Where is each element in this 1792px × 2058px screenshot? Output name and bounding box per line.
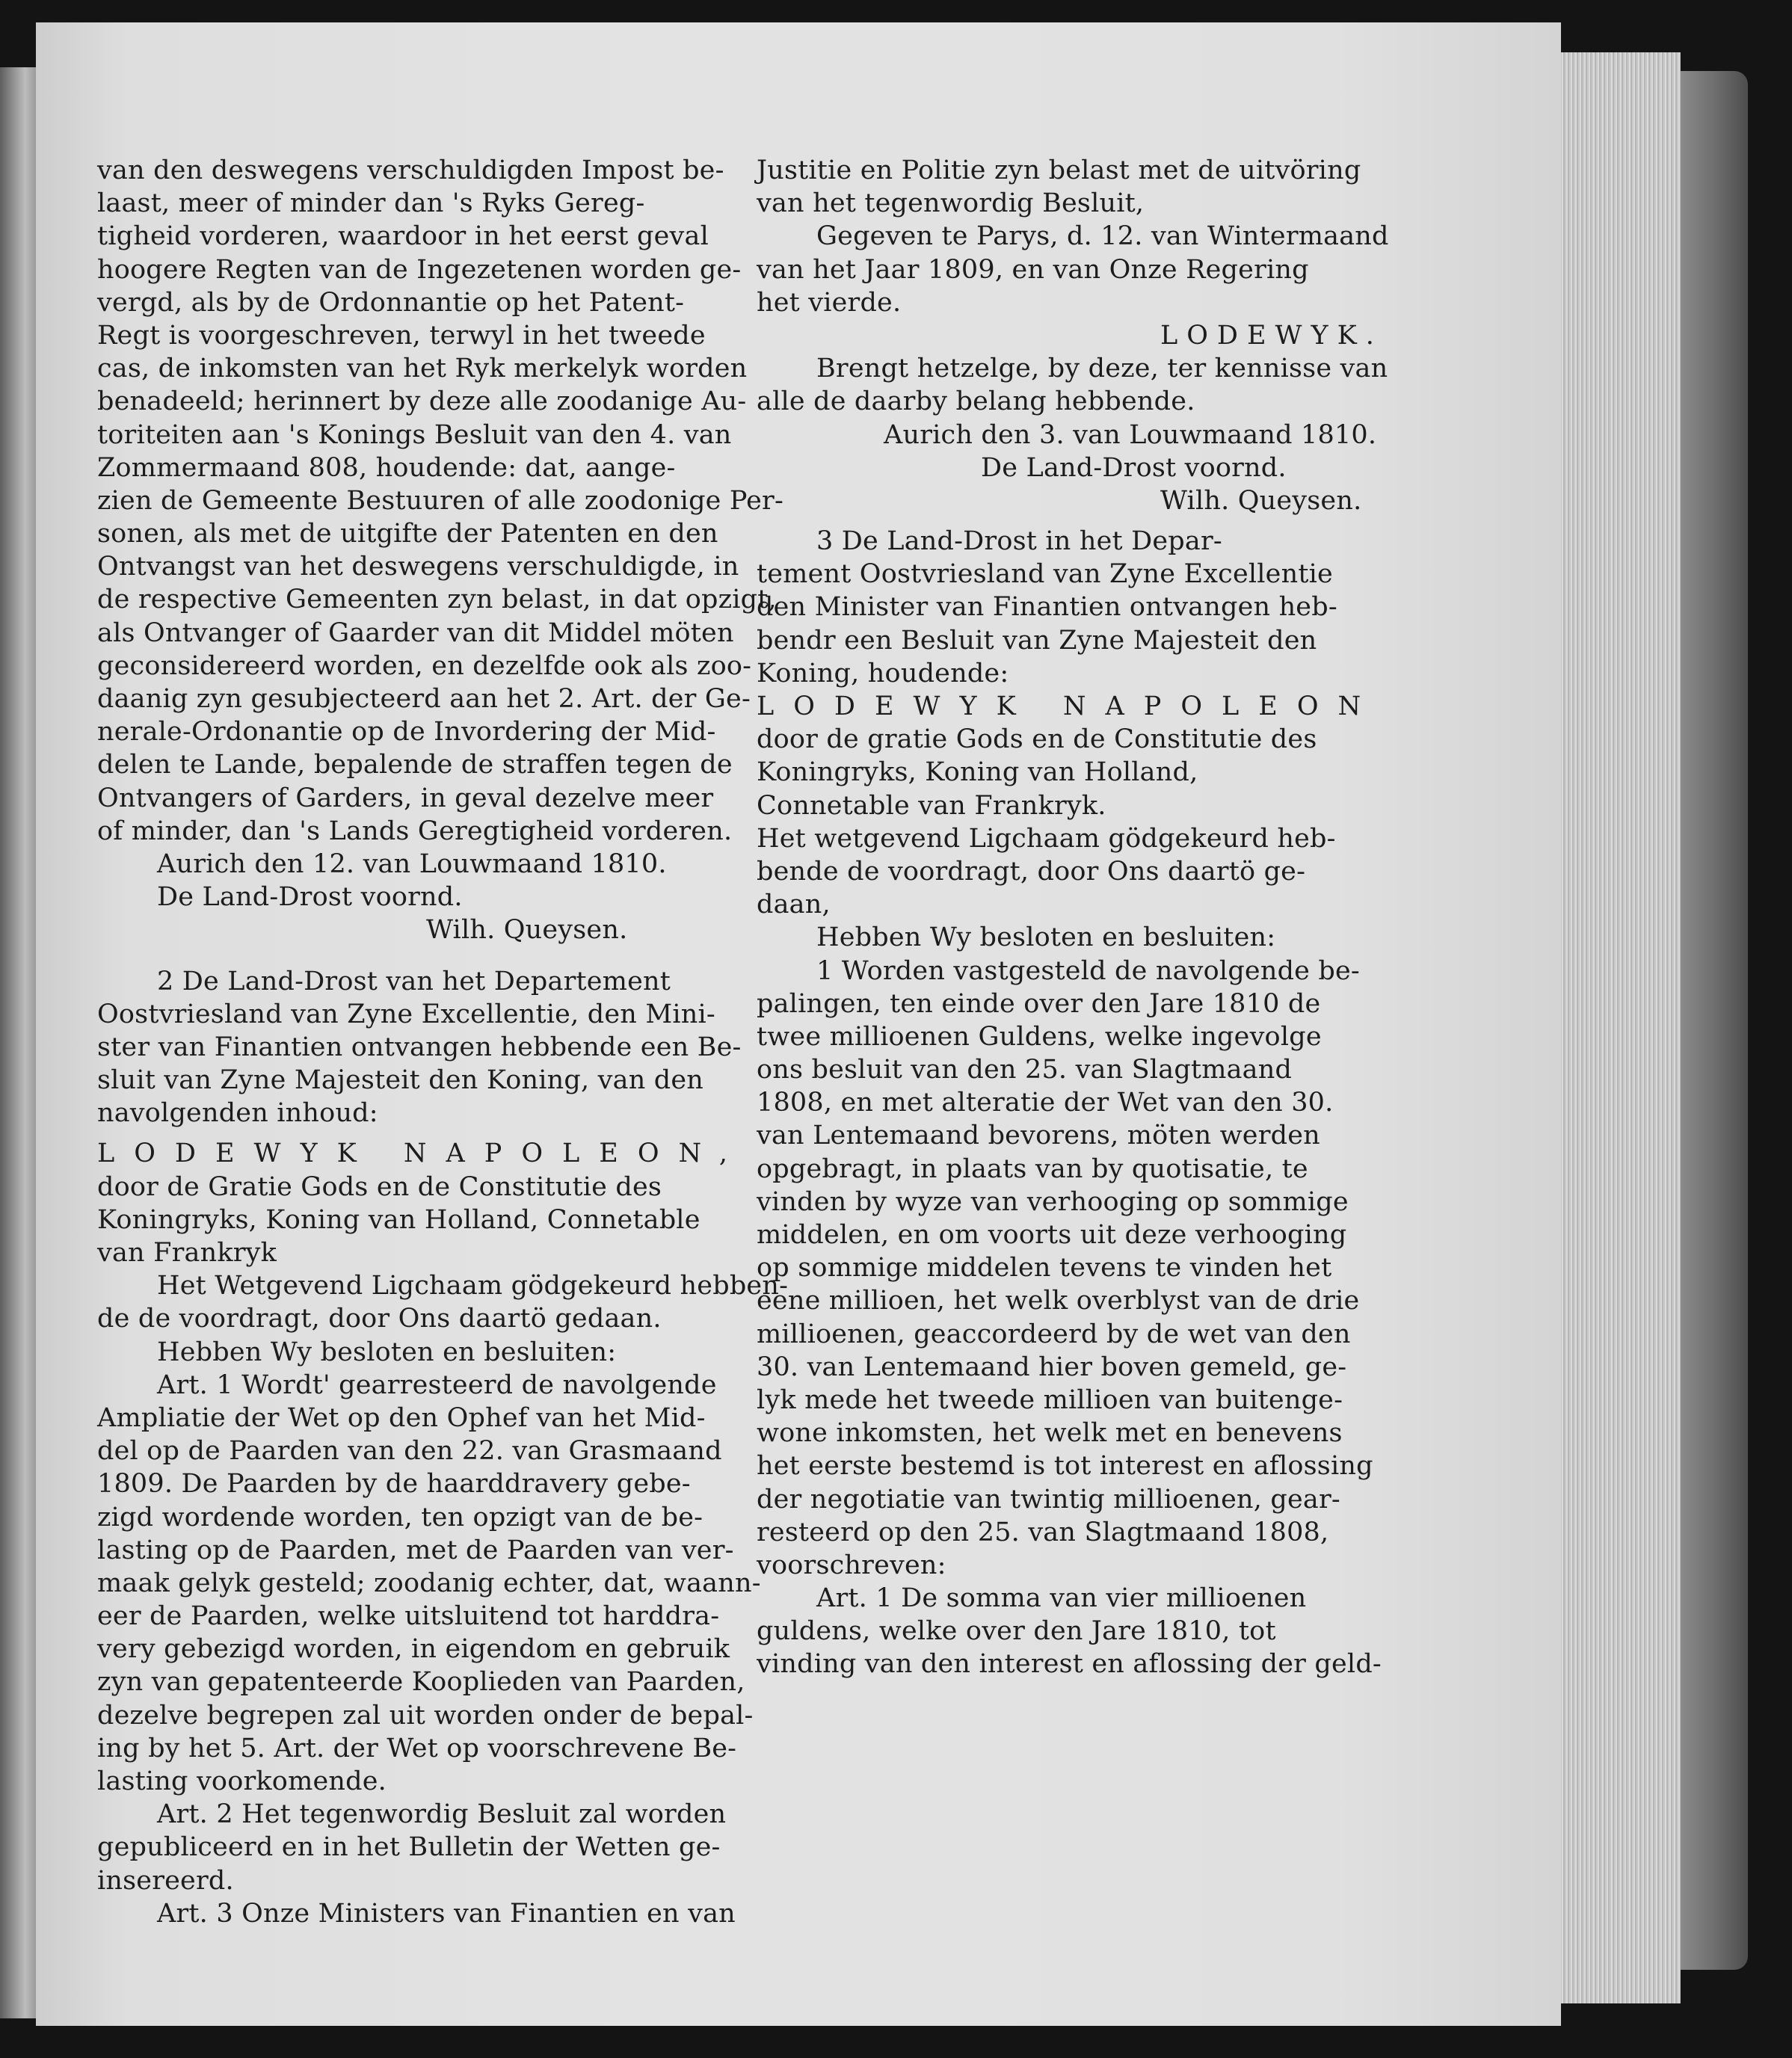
text-line: Hebben Wy besloten en besluiten: (157, 1337, 617, 1367)
text-line: gepubliceerd en in het Bulletin der Wetten ge- (97, 1832, 721, 1863)
text-line: of minder, dan 's Lands Geregtigheid vorderen. (97, 816, 733, 846)
text-line: van het tegenwordig Besluit, (757, 188, 1145, 219)
left-text-column (97, 154, 789, 1930)
text-line: Art. 2 Het tegenwordig Besluit zal worden (157, 1799, 727, 1830)
text-line: Zommermaand 808, houdende: dat, aange- (97, 452, 676, 483)
text-line: het vierde. (757, 287, 902, 318)
text-line: Ontvangers of Garders, in geval dezelve meer (97, 783, 714, 813)
text-line: door de gratie Gods en de Constitutie des (757, 724, 1317, 755)
text-line: de respective Gemeenten zyn belast, in dat opzigt, (97, 585, 777, 615)
text-line: van Frankryk (97, 1238, 277, 1268)
text-line: Aurich den 12. van Louwmaand 1810. (157, 848, 667, 879)
text-line: De Land-Drost voornd. (157, 882, 463, 913)
text-line: 1808, en met alteratie der Wet van den 30. (757, 1088, 1334, 1118)
text-line: 2 De Land-Drost van het Departement (157, 966, 671, 996)
text-line: het eerste bestemd is tot interest en aflossing (757, 1451, 1373, 1482)
page-block-edge (1561, 52, 1681, 2003)
text-line: bendr een Besluit van Zyne Majesteit den (757, 625, 1317, 656)
text-line: middelen, en om voorts uit deze verhooging (757, 1220, 1347, 1250)
text-line: sluit van Zyne Majesteit den Koning, van den (97, 1065, 704, 1096)
text-line: eer de Paarden, welke uitsluitend tot harddra- (97, 1601, 720, 1632)
text-line: LODEWYK. (1160, 320, 1383, 351)
text-line: tement Oostvriesland van Zyne Excellentie (757, 559, 1333, 590)
text-line: Brengt hetzelge, by deze, ter kennisse van (816, 354, 1388, 384)
text-line (97, 1130, 710, 1137)
text-line: eene millioen, het welk overblyst van de drie (757, 1286, 1360, 1316)
facing-page-edge (0, 67, 36, 2018)
text-line: door de Gratie Gods en de Constitutie des (97, 1171, 662, 1202)
text-line: laast, meer of minder dan 's Ryks Gereg- (97, 188, 645, 219)
text-line: millioenen, geaccordeerd by de wet van den (757, 1319, 1351, 1349)
text-line: voorschreven: (757, 1550, 946, 1580)
text-line: Het Wetgevend Ligchaam gödgekeurd hebben- (157, 1271, 789, 1301)
text-line: 30. van Lentemaand hier boven gemeld, ge- (757, 1352, 1347, 1382)
text-line: op sommige middelen tevens te vinden het (757, 1253, 1332, 1284)
text-line: del op de Paarden van den 22. van Grasmaand (97, 1436, 722, 1467)
text-line: daanig zyn gesubjecteerd aan het 2. Art. der Ge- (97, 684, 751, 714)
text-line: vinding van den interest en aflossing der geld- (757, 1649, 1382, 1680)
text-line: zien de Gemeente Bestuuren of alle zoodonige Per- (97, 485, 783, 516)
text-line: vergd, als by de Ordonnantie op het Patent- (97, 287, 685, 318)
text-line: Wilh. Queysen. (1160, 485, 1362, 516)
text-line: maak gelyk gesteld; zoodanig echter, dat, waann- (97, 1568, 761, 1598)
text-line: LODEWYK NAPOLEON, (97, 1139, 748, 1169)
text-line: benadeeld; herinnert by deze alle zoodanige Au- (97, 386, 747, 417)
text-line: cas, de inkomsten van het Ryk merkelyk worden (97, 354, 748, 384)
text-line: alle de daarby belang hebbende. (757, 386, 1195, 417)
text-line: Ontvangst van het deswegens verschuldigde, in (97, 552, 739, 582)
text-line: LODEWYK NAPOLEON (757, 691, 1381, 721)
text-line: very gebezigd worden, in eigendom en gebruik (97, 1634, 730, 1665)
text-line: 3 De Land-Drost in het Depar- (816, 526, 1222, 557)
text-line: twee millioenen Guldens, welke ingevolge (757, 1021, 1322, 1052)
text-line: Hebben Wy besloten en besluiten: (816, 922, 1276, 953)
text-line: Art. 3 Onze Ministers van Finantien en van (157, 1898, 736, 1929)
text-line: lyk mede het tweede millioen van buitenge- (757, 1384, 1343, 1415)
text-line: lasting op de Paarden, met de Paarden van ver- (97, 1535, 734, 1565)
text-line: guldens, welke over den Jare 1810, tot (757, 1616, 1276, 1647)
text-line: de de voordragt, door Ons daartö gedaan. (97, 1304, 662, 1334)
text-line: Het wetgevend Ligchaam gödgekeurd heb- (757, 823, 1336, 854)
text-line (757, 517, 1368, 525)
text-line: Art. 1 Wordt' gearresteerd de navolgende (157, 1370, 717, 1400)
text-line: De Land-Drost voornd. (981, 452, 1287, 483)
right-text-column (757, 154, 1389, 1681)
text-line: hoogere Regten van de Ingezetenen worden ge- (97, 254, 742, 285)
book-cover-edge (1681, 71, 1748, 1970)
text-line: palingen, ten einde over den Jare 1810 de (757, 988, 1321, 1019)
text-line: navolgenden inhoud: (97, 1098, 378, 1129)
text-line: geconsidereerd worden, en dezelfde ook als zoo- (97, 650, 752, 681)
text-line: insereerd. (97, 1865, 234, 1896)
text-line: Art. 1 De somma van vier millioenen (816, 1583, 1307, 1614)
text-line: Justitie en Politie zyn belast met de uitvöring (757, 155, 1361, 185)
text-line: van den deswegens verschuldigden Impost be- (97, 155, 724, 185)
text-line: daan, (757, 890, 831, 920)
text-line: Gegeven te Parys, d. 12. van Wintermaand (816, 221, 1389, 252)
text-line: Ampliatie der Wet op den Ophef van het Mid- (97, 1402, 706, 1433)
text-line: den Minister van Finantien ontvangen heb- (757, 592, 1337, 623)
text-line: delen te Lande, bepalende de straffen tegen de (97, 750, 733, 780)
text-line: Aurich den 3. van Louwmaand 1810. (884, 419, 1377, 450)
text-line: resteerd op den 25. van Slagtmaand 1808, (757, 1517, 1329, 1547)
text-line: bende de voordragt, door Ons daartö ge- (757, 856, 1306, 887)
text-line: van het Jaar 1809, en van Onze Regering (757, 254, 1309, 285)
text-line: Oostvriesland van Zyne Excellentie, den Mini- (97, 999, 715, 1029)
text-line: wone inkomsten, het welk met en benevens (757, 1418, 1343, 1449)
text-line: ster van Finantien ontvangen hebbende een Be- (97, 1032, 742, 1062)
text-line: Connetable van Frankryk. (757, 790, 1106, 821)
text-line: Koning, houdende: (757, 658, 1009, 688)
text-line: Koningryks, Koning van Holland, Connetable (97, 1204, 701, 1235)
text-line: ons besluit van den 25. van Slagtmaand (757, 1055, 1293, 1085)
text-line: vinden by wyze van verhooging op sommige (757, 1186, 1349, 1217)
text-line: zyn van gepatenteerde Kooplieden van Paarden, (97, 1667, 745, 1698)
text-line: ing by het 5. Art. der Wet op voorschrevene Be- (97, 1733, 737, 1763)
text-line: 1 Worden vastgesteld de navolgende be- (816, 955, 1360, 986)
text-line: opgebragt, in plaats van by quotisatie, te (757, 1153, 1308, 1184)
text-line: toriteiten aan 's Konings Besluit van den 4. van (97, 419, 732, 450)
text-line: der negotiatie van twintig millioenen, gear- (757, 1484, 1340, 1515)
text-line: 1809. De Paarden by de haarddravery gebe- (97, 1469, 691, 1500)
text-line: Koningryks, Koning van Holland, (757, 757, 1198, 788)
text-line: van Lentemaand bevorens, möten werden (757, 1121, 1320, 1151)
text-line (97, 947, 710, 965)
text-line: Wilh. Queysen. (426, 915, 628, 946)
text-line: nerale-Ordonantie op de Invordering der Mid- (97, 717, 716, 748)
text-line: sonen, als met de uitgifte der Patenten en den (97, 519, 718, 549)
text-line: tigheid vorderen, waardoor in het eerst geval (97, 221, 709, 252)
text-line: dezelve begrepen zal uit worden onder de bepal- (97, 1700, 754, 1731)
text-line: Regt is voorgeschreven, terwyl in het tweede (97, 320, 706, 351)
text-line: als Ontvanger of Gaarder van dit Middel möten (97, 617, 734, 648)
text-line: zigd wordende worden, ten opzigt van de be- (97, 1502, 703, 1532)
text-line: lasting voorkomende. (97, 1766, 387, 1796)
